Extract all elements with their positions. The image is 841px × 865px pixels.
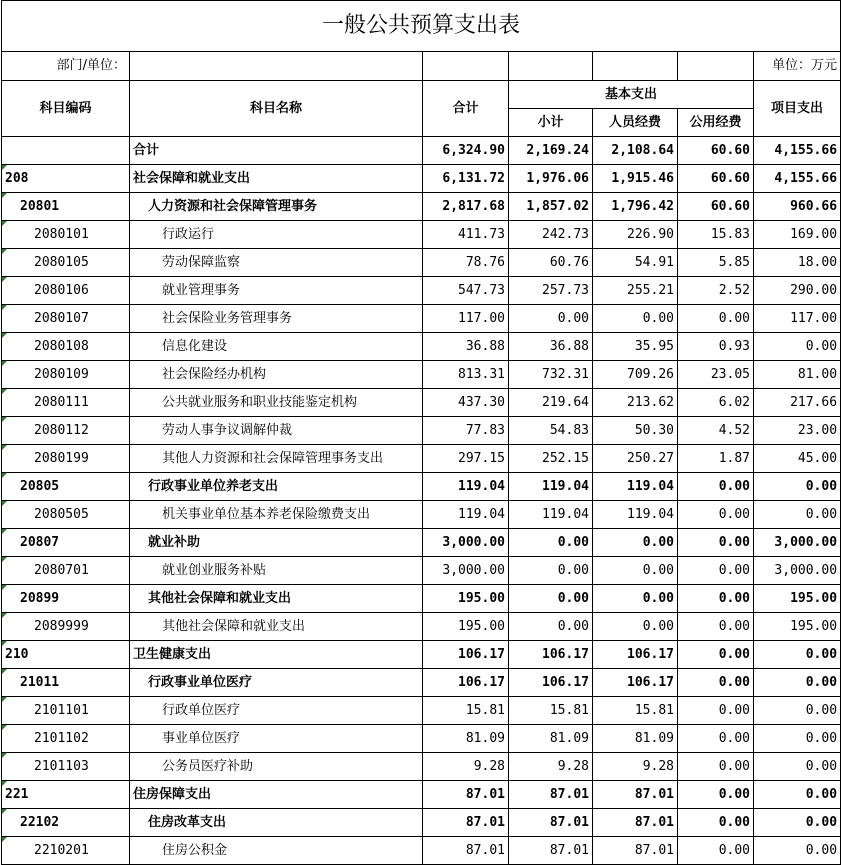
cell-name[interactable]: 劳动保障监察 <box>130 249 423 277</box>
cell-public[interactable]: 0.00 <box>678 305 754 333</box>
budget-table <box>1 0 841 865</box>
cell-personnel[interactable]: 0.00 <box>593 585 678 613</box>
cell-subtotal[interactable]: 219.64 <box>509 389 593 417</box>
cell-name[interactable]: 就业补助 <box>130 529 423 557</box>
cell-project[interactable]: 81.00 <box>754 361 841 389</box>
cell-personnel[interactable]: 87.01 <box>593 809 678 837</box>
cell-project[interactable]: 290.00 <box>754 277 841 305</box>
cell-subtotal[interactable]: 9.28 <box>509 753 593 781</box>
cell-public[interactable]: 0.00 <box>678 473 754 501</box>
cell-code[interactable]: 20805 <box>2 473 130 501</box>
cell-subtotal[interactable]: 119.04 <box>509 473 593 501</box>
cell-subtotal[interactable]: 0.00 <box>509 305 593 333</box>
cell-subtotal[interactable]: 15.81 <box>509 697 593 725</box>
cell-total[interactable]: 87.01 <box>423 809 509 837</box>
cell-subtotal[interactable]: 54.83 <box>509 417 593 445</box>
table-row <box>2 557 841 585</box>
cell-code[interactable]: 20801 <box>2 193 130 221</box>
header-code[interactable]: 科目编码 <box>2 81 130 137</box>
empty-cell[interactable] <box>509 52 593 81</box>
cell-code[interactable]: 21011 <box>2 669 130 697</box>
cell-personnel[interactable]: 1,796.42 <box>593 193 678 221</box>
cell-project[interactable]: 0.00 <box>754 809 841 837</box>
cell-personnel[interactable]: 0.00 <box>593 529 678 557</box>
cell-name[interactable]: 住房公积金 <box>130 837 423 865</box>
cell-personnel[interactable]: 9.28 <box>593 753 678 781</box>
cell-personnel[interactable]: 50.30 <box>593 417 678 445</box>
cell-subtotal[interactable]: 732.31 <box>509 361 593 389</box>
cell-code[interactable]: 2080108 <box>2 333 130 361</box>
table-row <box>2 333 841 361</box>
cell-project[interactable]: 3,000.00 <box>754 529 841 557</box>
table-row <box>2 277 841 305</box>
cell-public[interactable]: 0.00 <box>678 529 754 557</box>
cell-project[interactable]: 960.66 <box>754 193 841 221</box>
cell-code[interactable]: 2080105 <box>2 249 130 277</box>
cell-total[interactable]: 437.30 <box>423 389 509 417</box>
dept-label-cell[interactable]: 部门/单位： <box>2 52 130 81</box>
cell-code[interactable]: 2101102 <box>2 725 130 753</box>
cell-name[interactable]: 信息化建设 <box>130 333 423 361</box>
cell-subtotal[interactable]: 1,976.06 <box>509 165 593 193</box>
cell-name[interactable]: 就业管理事务 <box>130 277 423 305</box>
cell-code[interactable] <box>2 137 130 165</box>
cell-project[interactable]: 0.00 <box>754 781 841 809</box>
cell-name[interactable]: 行政事业单位医疗 <box>130 669 423 697</box>
cell-name[interactable]: 合计 <box>130 137 423 165</box>
cell-total[interactable]: 106.17 <box>423 641 509 669</box>
cell-name[interactable]: 人力资源和社会保障管理事务 <box>130 193 423 221</box>
dept-value-cell[interactable] <box>130 52 423 81</box>
cell-name[interactable]: 其他人力资源和社会保障管理事务支出 <box>130 445 423 473</box>
cell-project[interactable]: 0.00 <box>754 641 841 669</box>
cell-personnel[interactable]: 106.17 <box>593 669 678 697</box>
cell-public[interactable]: 60.60 <box>678 165 754 193</box>
cell-personnel[interactable]: 35.95 <box>593 333 678 361</box>
cell-public[interactable]: 0.00 <box>678 725 754 753</box>
cell-name[interactable]: 公务员医疗补助 <box>130 753 423 781</box>
header-total[interactable]: 合计 <box>423 81 509 137</box>
cell-code[interactable]: 2080505 <box>2 501 130 529</box>
cell-public[interactable]: 0.00 <box>678 781 754 809</box>
cell-public[interactable]: 0.00 <box>678 669 754 697</box>
cell-personnel[interactable]: 106.17 <box>593 641 678 669</box>
table-row <box>2 585 841 613</box>
cell-project[interactable]: 18.00 <box>754 249 841 277</box>
cell-name[interactable]: 行政事业单位养老支出 <box>130 473 423 501</box>
cell-code[interactable]: 2080701 <box>2 557 130 585</box>
cell-total[interactable]: 547.73 <box>423 277 509 305</box>
empty-cell[interactable] <box>678 52 754 81</box>
cell-name[interactable]: 劳动人事争议调解仲裁 <box>130 417 423 445</box>
cell-public[interactable]: 0.00 <box>678 641 754 669</box>
unit-label-cell[interactable]: 单位：万元 <box>754 52 841 81</box>
cell-public[interactable]: 2.52 <box>678 277 754 305</box>
cell-personnel[interactable]: 1,915.46 <box>593 165 678 193</box>
cell-total[interactable]: 36.88 <box>423 333 509 361</box>
table-row <box>2 361 841 389</box>
cell-subtotal[interactable]: 242.73 <box>509 221 593 249</box>
cell-subtotal[interactable]: 60.76 <box>509 249 593 277</box>
cell-subtotal[interactable]: 2,169.24 <box>509 137 593 165</box>
table-row <box>2 753 841 781</box>
cell-total[interactable]: 87.01 <box>423 781 509 809</box>
cell-total[interactable]: 813.31 <box>423 361 509 389</box>
empty-cell[interactable] <box>423 52 509 81</box>
cell-personnel[interactable]: 213.62 <box>593 389 678 417</box>
cell-code[interactable]: 2089999 <box>2 613 130 641</box>
cell-public[interactable]: 0.93 <box>678 333 754 361</box>
cell-public[interactable]: 0.00 <box>678 585 754 613</box>
header-personnel[interactable]: 人员经费 <box>593 109 678 137</box>
cell-project[interactable]: 0.00 <box>754 473 841 501</box>
cell-name[interactable]: 社会保险业务管理事务 <box>130 305 423 333</box>
cell-name[interactable]: 住房改革支出 <box>130 809 423 837</box>
cell-project[interactable]: 4,155.66 <box>754 165 841 193</box>
cell-public[interactable]: 4.52 <box>678 417 754 445</box>
cell-code[interactable]: 20899 <box>2 585 130 613</box>
cell-public[interactable]: 0.00 <box>678 809 754 837</box>
cell-total[interactable]: 2,817.68 <box>423 193 509 221</box>
cell-personnel[interactable]: 255.21 <box>593 277 678 305</box>
table-row <box>2 837 841 865</box>
cell-name[interactable]: 行政单位医疗 <box>130 697 423 725</box>
cell-subtotal[interactable]: 257.73 <box>509 277 593 305</box>
cell-subtotal[interactable]: 87.01 <box>509 837 593 865</box>
cell-name[interactable]: 行政运行 <box>130 221 423 249</box>
cell-personnel[interactable]: 0.00 <box>593 613 678 641</box>
cell-subtotal[interactable]: 252.15 <box>509 445 593 473</box>
cell-total[interactable]: 297.15 <box>423 445 509 473</box>
cell-project[interactable]: 0.00 <box>754 837 841 865</box>
cell-code[interactable]: 2101101 <box>2 697 130 725</box>
cell-public[interactable]: 0.00 <box>678 557 754 585</box>
cell-code[interactable]: 20807 <box>2 529 130 557</box>
header-public[interactable]: 公用经费 <box>678 109 754 137</box>
cell-public[interactable]: 1.87 <box>678 445 754 473</box>
cell-total[interactable]: 411.73 <box>423 221 509 249</box>
cell-public[interactable]: 0.00 <box>678 613 754 641</box>
cell-subtotal[interactable]: 0.00 <box>509 529 593 557</box>
cell-public[interactable]: 5.85 <box>678 249 754 277</box>
cell-subtotal[interactable]: 106.17 <box>509 669 593 697</box>
cell-public[interactable]: 0.00 <box>678 501 754 529</box>
cell-total[interactable]: 119.04 <box>423 501 509 529</box>
cell-project[interactable]: 195.00 <box>754 613 841 641</box>
cell-personnel[interactable]: 2,108.64 <box>593 137 678 165</box>
cell-total[interactable]: 119.04 <box>423 473 509 501</box>
cell-project[interactable]: 0.00 <box>754 697 841 725</box>
cell-name[interactable]: 社会保险经办机构 <box>130 361 423 389</box>
cell-code[interactable]: 2080112 <box>2 417 130 445</box>
table-row <box>2 613 841 641</box>
cell-subtotal[interactable]: 87.01 <box>509 781 593 809</box>
cell-code[interactable]: 2080106 <box>2 277 130 305</box>
cell-subtotal[interactable]: 106.17 <box>509 641 593 669</box>
cell-personnel[interactable]: 0.00 <box>593 305 678 333</box>
cell-project[interactable]: 3,000.00 <box>754 557 841 585</box>
cell-subtotal[interactable]: 0.00 <box>509 613 593 641</box>
cell-public[interactable]: 0.00 <box>678 837 754 865</box>
table-row <box>2 249 841 277</box>
cell-public[interactable]: 0.00 <box>678 753 754 781</box>
empty-cell[interactable] <box>593 52 678 81</box>
cell-subtotal[interactable]: 36.88 <box>509 333 593 361</box>
cell-project[interactable]: 0.00 <box>754 501 841 529</box>
cell-personnel[interactable]: 87.01 <box>593 837 678 865</box>
cell-project[interactable]: 195.00 <box>754 585 841 613</box>
table-row <box>2 137 841 165</box>
cell-public[interactable]: 15.83 <box>678 221 754 249</box>
cell-project[interactable]: 45.00 <box>754 445 841 473</box>
cell-code[interactable]: 2080111 <box>2 389 130 417</box>
cell-project[interactable]: 4,155.66 <box>754 137 841 165</box>
cell-name[interactable]: 事业单位医疗 <box>130 725 423 753</box>
cell-code[interactable]: 2080199 <box>2 445 130 473</box>
cell-name[interactable]: 住房保障支出 <box>130 781 423 809</box>
cell-code[interactable]: 22102 <box>2 809 130 837</box>
cell-project[interactable]: 0.00 <box>754 753 841 781</box>
cell-total[interactable]: 78.76 <box>423 249 509 277</box>
cell-project[interactable]: 169.00 <box>754 221 841 249</box>
header-project[interactable]: 项目支出 <box>754 81 841 137</box>
cell-personnel[interactable]: 15.81 <box>593 697 678 725</box>
table-title[interactable]: 一般公共预算支出表 <box>2 1 841 52</box>
cell-code[interactable]: 2080109 <box>2 361 130 389</box>
cell-total[interactable]: 77.83 <box>423 417 509 445</box>
cell-personnel[interactable]: 87.01 <box>593 781 678 809</box>
cell-total[interactable]: 6,324.90 <box>423 137 509 165</box>
cell-total[interactable]: 6,131.72 <box>423 165 509 193</box>
cell-name[interactable]: 其他社会保障和就业支出 <box>130 585 423 613</box>
cell-subtotal[interactable]: 1,857.02 <box>509 193 593 221</box>
table-row <box>2 697 841 725</box>
cell-subtotal[interactable]: 81.09 <box>509 725 593 753</box>
cell-personnel[interactable]: 226.90 <box>593 221 678 249</box>
cell-total[interactable]: 117.00 <box>423 305 509 333</box>
table-row <box>2 305 841 333</box>
cell-name[interactable]: 卫生健康支出 <box>130 641 423 669</box>
cell-project[interactable]: 117.00 <box>754 305 841 333</box>
cell-personnel[interactable]: 0.00 <box>593 557 678 585</box>
header-subtotal[interactable]: 小计 <box>509 109 593 137</box>
header-basic[interactable]: 基本支出 <box>509 81 754 109</box>
cell-code[interactable]: 2080107 <box>2 305 130 333</box>
cell-personnel[interactable]: 119.04 <box>593 501 678 529</box>
cell-name[interactable]: 其他社会保障和就业支出 <box>130 613 423 641</box>
table-row <box>2 529 841 557</box>
cell-code[interactable]: 2210201 <box>2 837 130 865</box>
cell-subtotal[interactable]: 87.01 <box>509 809 593 837</box>
cell-total[interactable]: 195.00 <box>423 613 509 641</box>
table-row <box>2 781 841 809</box>
table-row <box>2 473 841 501</box>
cell-total[interactable]: 3,000.00 <box>423 557 509 585</box>
cell-name[interactable]: 就业创业服务补贴 <box>130 557 423 585</box>
cell-public[interactable]: 60.60 <box>678 137 754 165</box>
table-row <box>2 193 841 221</box>
cell-total[interactable]: 87.01 <box>423 837 509 865</box>
cell-subtotal[interactable]: 0.00 <box>509 557 593 585</box>
table-row <box>2 417 841 445</box>
cell-personnel[interactable]: 81.09 <box>593 725 678 753</box>
table-row <box>2 725 841 753</box>
table-row <box>2 641 841 669</box>
cell-project[interactable]: 217.66 <box>754 389 841 417</box>
cell-personnel[interactable]: 54.91 <box>593 249 678 277</box>
cell-name[interactable]: 公共就业服务和职业技能鉴定机构 <box>130 389 423 417</box>
cell-name[interactable]: 机关事业单位基本养老保险缴费支出 <box>130 501 423 529</box>
cell-total[interactable]: 3,000.00 <box>423 529 509 557</box>
cell-personnel[interactable]: 119.04 <box>593 473 678 501</box>
table-row <box>2 669 841 697</box>
cell-code[interactable]: 2101103 <box>2 753 130 781</box>
cell-public[interactable]: 23.05 <box>678 361 754 389</box>
cell-personnel[interactable]: 709.26 <box>593 361 678 389</box>
cell-code[interactable]: 210 <box>2 641 130 669</box>
cell-project[interactable]: 0.00 <box>754 333 841 361</box>
table-row <box>2 165 841 193</box>
cell-total[interactable]: 9.28 <box>423 753 509 781</box>
table-row <box>2 221 841 249</box>
cell-subtotal[interactable]: 0.00 <box>509 585 593 613</box>
table-row <box>2 809 841 837</box>
table-row <box>2 389 841 417</box>
cell-public[interactable]: 60.60 <box>678 193 754 221</box>
cell-total[interactable]: 15.81 <box>423 697 509 725</box>
cell-total[interactable]: 195.00 <box>423 585 509 613</box>
cell-public[interactable]: 0.00 <box>678 697 754 725</box>
cell-project[interactable]: 23.00 <box>754 417 841 445</box>
table-row <box>2 445 841 473</box>
cell-public[interactable]: 6.02 <box>678 389 754 417</box>
cell-code[interactable]: 2080101 <box>2 221 130 249</box>
cell-personnel[interactable]: 250.27 <box>593 445 678 473</box>
cell-code[interactable]: 208 <box>2 165 130 193</box>
table-row <box>2 501 841 529</box>
cell-code[interactable]: 221 <box>2 781 130 809</box>
cell-subtotal[interactable]: 119.04 <box>509 501 593 529</box>
cell-name[interactable]: 社会保障和就业支出 <box>130 165 423 193</box>
cell-total[interactable]: 106.17 <box>423 669 509 697</box>
cell-project[interactable]: 0.00 <box>754 725 841 753</box>
header-name[interactable]: 科目名称 <box>130 81 423 137</box>
cell-total[interactable]: 81.09 <box>423 725 509 753</box>
cell-project[interactable]: 0.00 <box>754 669 841 697</box>
